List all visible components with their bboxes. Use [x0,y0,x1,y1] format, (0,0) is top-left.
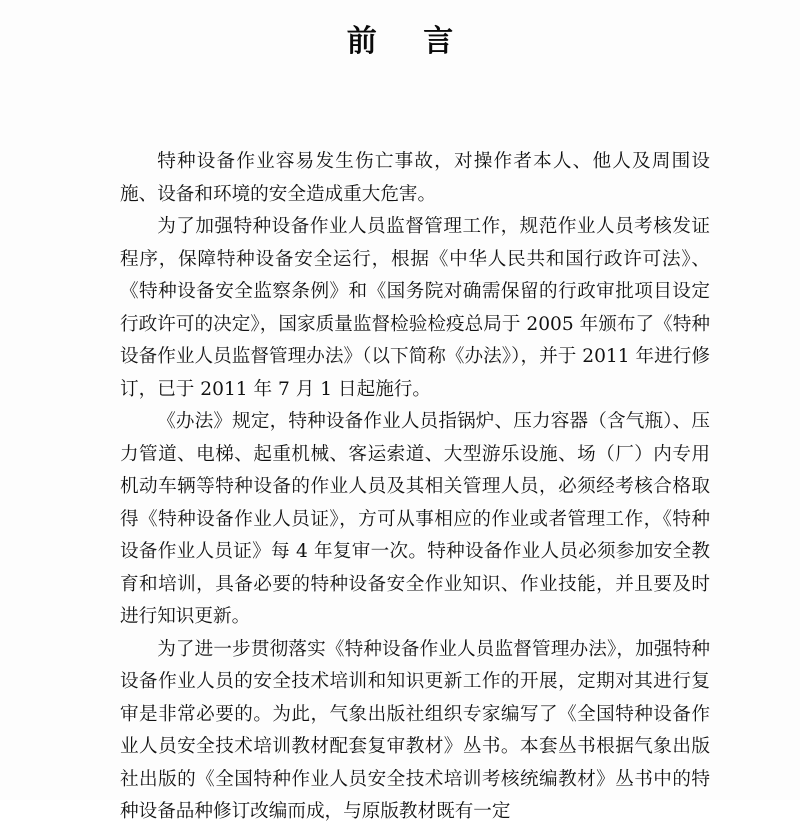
paragraph-1: 特种设备作业容易发生伤亡事故，对操作者本人、他人及周围设施、设备和环境的安全造成重大危害。 [120,151,710,205]
body-text [120,146,710,829]
paragraph-2: 为了加强特种设备作业人员监督管理工作，规范作业人员考核发证程序，保障特种设备安全运行，根据《中华人民共和国行政许可法》、《特种设备安全监察条例》和《国务院对确需保留的行政审批项目设定行政许可的决定》，国家质量监督检验检疫总局于 2005 年颁布了《特种设备作业人员监督管理办法》（以下简称《办法》），并于 2011 年进行修订，已于 2011 年 7 月 1 日起施行。 [120,216,710,400]
paragraph-3: 《办法》规定，特种设备作业人员指锅炉、压力容器（含气瓶）、压力管道、电梯、起重机械、客运索道、大型游乐设施、场（厂）内专用机动车辆等特种设备的作业人员及其相关管理人员，必须经考核合格取得《特种设备作业人员证》，方可从事相应的作业或者管理工作，《特种设备作业人员证》每 4 年复审一次。特种设备作业人员必须参加安全教育和培训，具备必要的特种设备安全作业知识、作业技能，并且要及时进行知识更新。 [120,411,710,627]
paragraph-4: 为了进一步贯彻落实《特种设备作业人员监督管理办法》，加强特种设备作业人员的安全技术培训和知识更新工作的开展，定期对其进行复审是非常必要的。为此，气象出版社组织专家编写了《全国特种设备作业人员安全技术培训教材配套复审教材》丛书。本套丛书根据气象出版社出版的《全国特种作业人员安全技术培训考核统编教材》丛书中的特种设备品种修订改编而成，与原版教材既有一定 [120,638,710,822]
page-title: 前 言 [346,24,472,59]
